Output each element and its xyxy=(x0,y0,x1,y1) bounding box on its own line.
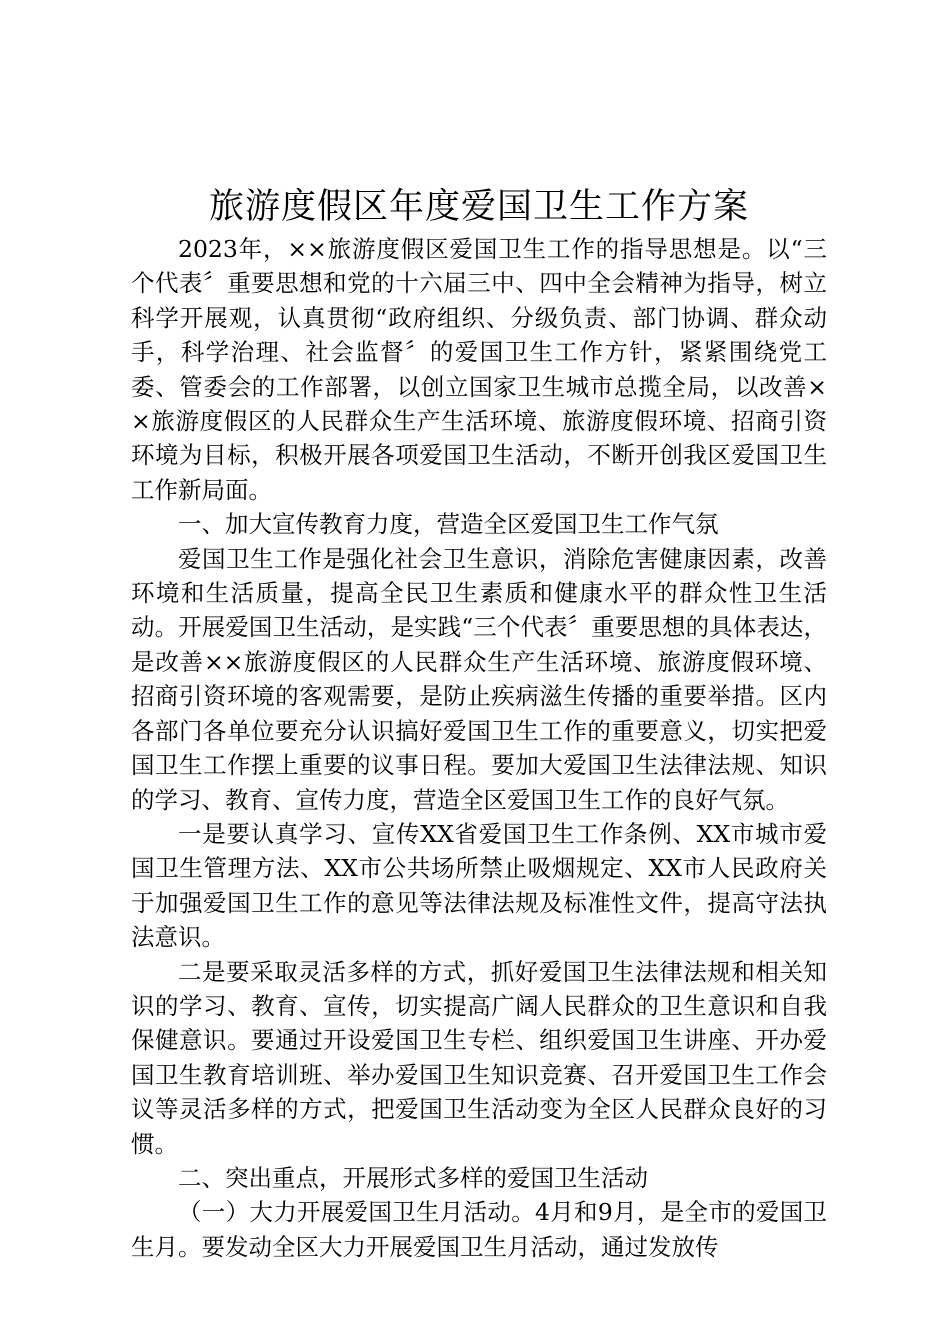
section-heading-2: 二、突出重点，开展形式多样的爱国卫生活动 xyxy=(178,1163,648,1192)
paragraph-point-two: 二是要采取灵活多样的方式，抓好爱国卫生法律法规和相关知识的学习、教育、宣传，切实提高广阔人民群众的卫生意识和自我保健意识。要通过开设爱国卫生专栏、组织爱国卫生讲座、开办爱国卫生教育培训班、举办爱国卫生知识竞赛、召开爱国卫生工作会议等灵活多样的方式，把爱国卫生活动变为全区人民群众良好的习惯。 xyxy=(131,957,827,1158)
document-page xyxy=(131,182,827,1264)
paragraph-patriotic-health-significance: 爱国卫生工作是强化社会卫生意识，消除危害健康因素，改善环境和生活质量，提高全民卫生素质和健康水平的群众性卫生活动。开展爱国卫生活动，是实践“三个代表〞重要思想的具体表达，是改善××旅游度假区的人民群众生产生活环境、旅游度假环境、招商引资环境的客观需要，是防止疾病滋生传播的重要举措。区内各部门各单位要充分认识搞好爱国卫生工作的重要意义，切实把爱国卫生工作摆上重要的议事日程。要加大爱国卫生法律法规、知识的学习、教育、宣传力度，营造全区爱国卫生工作的良好气氛。 xyxy=(131,544,827,814)
paragraph-health-month: （一）大力开展爱国卫生月活动。4月和9月，是全市的爱国卫生月。要发动全区大力开展爱国卫生月活动，通过发放传 xyxy=(131,1198,827,1261)
document-title: 旅游度假区年度爱国卫生工作方案 xyxy=(208,187,749,227)
paragraph-point-one: 一是要认真学习、宣传XX省爱国卫生工作条例、XX市城市爱国卫生管理方法、XX市公共场所禁止吸烟规定、XX市人民政府关于加强爱国卫生工作的意见等法律法规及标准性文件，提高守法执法意识。 xyxy=(131,819,827,952)
section-heading-1: 一、加大宣传教育力度，营造全区爱国卫生工作气氛 xyxy=(178,510,719,539)
paragraph-guiding-thought: 2023年，××旅游度假区爱国卫生工作的指导思想是。以“三个代表〞重要思想和党的十六届三中、四中全会精神为指导，树立科学开展观，认真贯彻“政府组织、分级负责、部门协调、群众动手，科学治理、社会监督〞的爱国卫生工作方针，紧紧围绕党工委、管委会的工作部署，以创立国家卫生城市总揽全局，以改善××旅游度假区的人民群众生产生活环境、旅游度假环境、招商引资环境为目标，积极开展各项爱国卫生活动，不断开创我区爱国卫生工作新局面。 xyxy=(131,235,827,504)
